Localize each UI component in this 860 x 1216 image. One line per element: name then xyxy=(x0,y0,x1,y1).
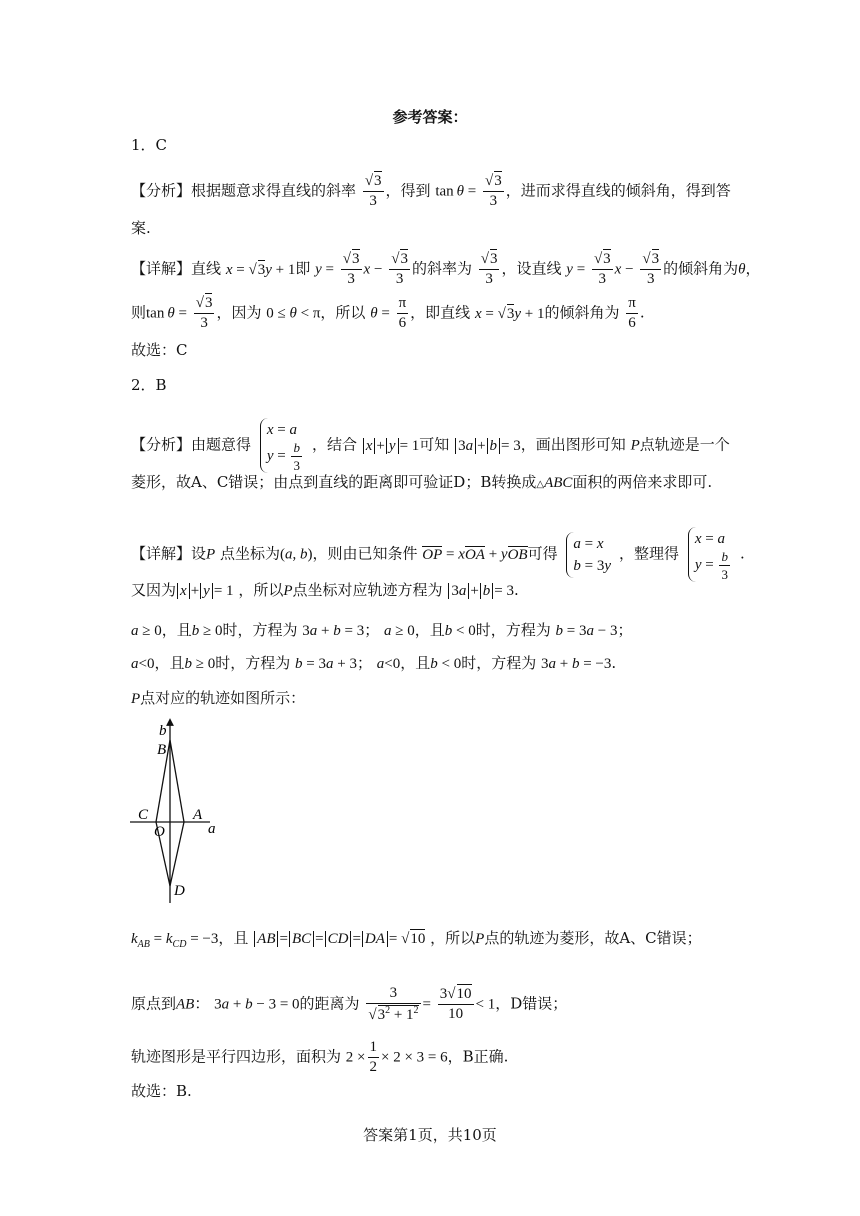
label-B: B xyxy=(157,742,167,758)
label-a: a xyxy=(208,821,216,837)
q2-answer: 故选：B. xyxy=(131,1082,192,1100)
q1-detail-2: 则tan θ = $\frac{√3}{3}$ ，因为 0 ≤ θ < π，所以 θ = $\frac{\pi}{6}$ ，即直线 x = √3y + 1的倾斜角为 $\frac{\pi}{6}$ . xyxy=(131,295,645,331)
page-title: 参考答案： xyxy=(392,108,468,126)
q1-header: 1．C xyxy=(131,136,168,154)
q2-distance: 原点到AB： 3a + b − 3 = 0的距离为 $\frac{3}{√3^2 + 1^2}$ = $\frac{3√10}{10}$ < 1，D错误； xyxy=(131,985,568,1023)
q2-analysis: 【分析】由题意得 x = a y = $\frac{b}{3}$ ，结合 x + y = 1可知 3a + b = 3，画出图形可知 P点轨迹是一个 xyxy=(131,418,730,473)
label-D: D xyxy=(174,883,185,899)
label-b: b xyxy=(159,723,167,739)
label-O: O xyxy=(154,824,165,840)
q1-answer: 故选：C xyxy=(131,341,188,359)
q2-header: 2．B xyxy=(131,376,167,394)
q2-analysis-2: 菱形，故A、C错误；由点到直线的距离即可验证D；B转换成△ABC面积的两倍来求即可. xyxy=(131,473,713,491)
q1-analysis: 【分析】根据题意求得直线的斜率 $\frac{√3}{3}$ ，得到 tan θ = $\frac{√3}{3}$ ，进而求得直线的倾斜角，得到答 xyxy=(131,173,731,209)
page-footer: 答案第1页，共10页 xyxy=(363,1126,497,1144)
q2-detail: 【详解】设P 点坐标为(a, b)，则由已知条件 OP = xOA + yOB可得 a = x b = 3y ，整理得 x = a y = $\frac{b}{3}$ . xyxy=(131,527,745,582)
q2-case-1: a ≥ 0，且b ≥ 0时，方程为 3a + b = 3； a ≥ 0，且b < 0时，方程为 b = 3a − 3； xyxy=(131,621,633,639)
q2-figure-caption: P点对应的轨迹如图所示： xyxy=(131,689,306,707)
locus-diagram xyxy=(128,718,228,908)
q2-line-2: 又因为 x + y = 1 ，所以P点坐标对应轨迹方程为 3a + b = 3. xyxy=(131,581,519,599)
label-A: A xyxy=(193,807,203,823)
q2-area: 轨迹图形是平行四边形，面积为 2 × $\frac{1}{2}$ × 2 × 3 = 6，B正确. xyxy=(131,1039,509,1075)
q2-slope: $k_{AB} = k_{CD} = -3$，且 AB = BC = CD = DA = √10 ，所以P点的轨迹为菱形，故A、C错误； xyxy=(131,929,702,950)
q2-case-2: a<0，且b ≥ 0时，方程为 b = 3a + 3； a<0，且b < 0时，方程为 3a + b = −3. xyxy=(131,654,617,672)
label-C: C xyxy=(138,807,149,823)
q1-detail: 【详解】直线 x = √3y + 1即 y = $\frac{√3}{3}$ x − $\frac{√3}{3}$ 的斜率为 $\frac{√3}{3}$ ，设直线 y = $\frac{√3}{3}$ x − $\frac{√3}{3}$ 的倾斜角为θ， xyxy=(131,251,761,287)
q1-analysis-wrap: 案. xyxy=(131,219,151,237)
